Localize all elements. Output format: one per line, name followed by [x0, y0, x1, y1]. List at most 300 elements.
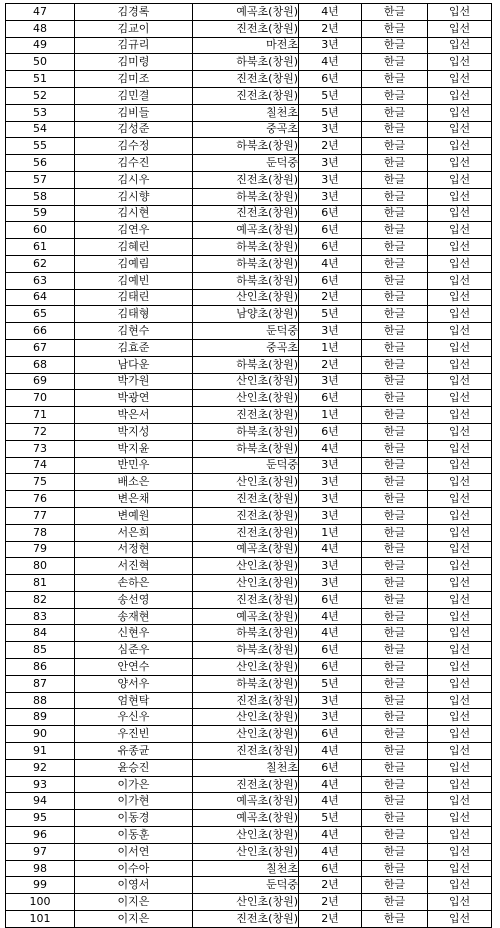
- subject-cell: 한글: [362, 205, 428, 222]
- table-row: [6, 759, 492, 776]
- subject-cell: 한글: [362, 642, 428, 659]
- grade-cell: 2년: [299, 356, 362, 373]
- school-cell: 진전초(창원): [193, 171, 299, 188]
- award-cell: 입선: [428, 121, 492, 138]
- grade-cell: 3년: [299, 507, 362, 524]
- grade-cell: 3년: [299, 474, 362, 491]
- grade-cell: 2년: [299, 894, 362, 911]
- row-number-cell: 94: [6, 793, 75, 810]
- award-cell: 입선: [428, 171, 492, 188]
- subject-cell: 한글: [362, 726, 428, 743]
- row-number-cell: 101: [6, 911, 75, 928]
- grade-cell: 3년: [299, 188, 362, 205]
- student-name-cell: 김비들: [75, 104, 193, 121]
- school-cell: 진전초(창원): [193, 743, 299, 760]
- grade-cell: 4년: [299, 4, 362, 21]
- row-number-cell: 55: [6, 138, 75, 155]
- grade-cell: 4년: [299, 54, 362, 71]
- table-row: [6, 524, 492, 541]
- school-cell: 산인초(창원): [193, 659, 299, 676]
- row-number-cell: 78: [6, 524, 75, 541]
- table-row: [6, 339, 492, 356]
- award-cell: 입선: [428, 339, 492, 356]
- subject-cell: 한글: [362, 894, 428, 911]
- student-name-cell: 박은서: [75, 407, 193, 424]
- award-cell: 입선: [428, 491, 492, 508]
- subject-cell: 한글: [362, 793, 428, 810]
- row-number-cell: 52: [6, 87, 75, 104]
- school-cell: 산인초(창원): [193, 558, 299, 575]
- subject-cell: 한글: [362, 188, 428, 205]
- student-name-cell: 서은희: [75, 524, 193, 541]
- table-row: [6, 239, 492, 256]
- award-cell: 입선: [428, 4, 492, 21]
- row-number-cell: 74: [6, 457, 75, 474]
- student-name-cell: 우진빈: [75, 726, 193, 743]
- table-row: [6, 20, 492, 37]
- grade-cell: 3년: [299, 491, 362, 508]
- school-cell: 진전초(창원): [193, 491, 299, 508]
- award-cell: 입선: [428, 423, 492, 440]
- grade-cell: 4년: [299, 440, 362, 457]
- row-number-cell: 56: [6, 155, 75, 172]
- student-name-cell: 김시우: [75, 171, 193, 188]
- school-cell: 예곡초(창원): [193, 810, 299, 827]
- grade-cell: 1년: [299, 407, 362, 424]
- table-row: [6, 793, 492, 810]
- row-number-cell: 53: [6, 104, 75, 121]
- school-cell: 진전초(창원): [193, 71, 299, 88]
- row-number-cell: 82: [6, 591, 75, 608]
- table-row: [6, 306, 492, 323]
- school-cell: 산인초(창원): [193, 575, 299, 592]
- student-name-cell: 심준우: [75, 642, 193, 659]
- subject-cell: 한글: [362, 507, 428, 524]
- award-cell: 입선: [428, 726, 492, 743]
- grade-cell: 4년: [299, 827, 362, 844]
- table-row: [6, 71, 492, 88]
- row-number-cell: 90: [6, 726, 75, 743]
- grade-cell: 3년: [299, 37, 362, 54]
- grade-cell: 6년: [299, 71, 362, 88]
- school-cell: 하북초(창원): [193, 188, 299, 205]
- award-cell: 입선: [428, 608, 492, 625]
- grade-cell: 3년: [299, 323, 362, 340]
- table-row: [6, 423, 492, 440]
- school-cell: 예곡초(창원): [193, 608, 299, 625]
- table-row: [6, 877, 492, 894]
- grade-cell: 4년: [299, 625, 362, 642]
- award-cell: 입선: [428, 71, 492, 88]
- student-name-cell: 이서연: [75, 843, 193, 860]
- student-name-cell: 손하은: [75, 575, 193, 592]
- subject-cell: 한글: [362, 743, 428, 760]
- subject-cell: 한글: [362, 87, 428, 104]
- school-cell: 진전초(창원): [193, 911, 299, 928]
- subject-cell: 한글: [362, 373, 428, 390]
- school-cell: 진전초(창원): [193, 20, 299, 37]
- row-number-cell: 84: [6, 625, 75, 642]
- student-name-cell: 김예빈: [75, 272, 193, 289]
- subject-cell: 한글: [362, 37, 428, 54]
- award-cell: 입선: [428, 306, 492, 323]
- table-row: [6, 4, 492, 21]
- subject-cell: 한글: [362, 659, 428, 676]
- subject-cell: 한글: [362, 591, 428, 608]
- table-row: [6, 222, 492, 239]
- subject-cell: 한글: [362, 827, 428, 844]
- table-row: [6, 827, 492, 844]
- table-row: [6, 776, 492, 793]
- student-name-cell: 김수정: [75, 138, 193, 155]
- school-cell: 하북초(창원): [193, 54, 299, 71]
- table-row: [6, 457, 492, 474]
- grade-cell: 3년: [299, 457, 362, 474]
- table-row: [6, 155, 492, 172]
- award-cell: 입선: [428, 373, 492, 390]
- subject-cell: 한글: [362, 339, 428, 356]
- table-row: [6, 87, 492, 104]
- results-table: [5, 3, 492, 928]
- grade-cell: 6년: [299, 239, 362, 256]
- school-cell: 하북초(창원): [193, 440, 299, 457]
- award-cell: 입선: [428, 155, 492, 172]
- subject-cell: 한글: [362, 457, 428, 474]
- school-cell: 진전초(창원): [193, 87, 299, 104]
- grade-cell: 2년: [299, 877, 362, 894]
- grade-cell: 1년: [299, 339, 362, 356]
- table-row: [6, 37, 492, 54]
- grade-cell: 1년: [299, 524, 362, 541]
- table-row: [6, 692, 492, 709]
- grade-cell: 4년: [299, 743, 362, 760]
- student-name-cell: 이동훈: [75, 827, 193, 844]
- school-cell: 진전초(창원): [193, 524, 299, 541]
- table-row: [6, 541, 492, 558]
- student-name-cell: 안연수: [75, 659, 193, 676]
- award-cell: 입선: [428, 827, 492, 844]
- subject-cell: 한글: [362, 608, 428, 625]
- row-number-cell: 89: [6, 709, 75, 726]
- row-number-cell: 63: [6, 272, 75, 289]
- student-name-cell: 김미조: [75, 71, 193, 88]
- school-cell: 진전초(창원): [193, 507, 299, 524]
- row-number-cell: 75: [6, 474, 75, 491]
- row-number-cell: 59: [6, 205, 75, 222]
- subject-cell: 한글: [362, 474, 428, 491]
- school-cell: 산인초(창원): [193, 474, 299, 491]
- subject-cell: 한글: [362, 407, 428, 424]
- row-number-cell: 72: [6, 423, 75, 440]
- award-cell: 입선: [428, 860, 492, 877]
- subject-cell: 한글: [362, 877, 428, 894]
- table-row: [6, 474, 492, 491]
- grade-cell: 2년: [299, 289, 362, 306]
- row-number-cell: 51: [6, 71, 75, 88]
- subject-cell: 한글: [362, 709, 428, 726]
- table-row: [6, 507, 492, 524]
- student-name-cell: 김현수: [75, 323, 193, 340]
- student-name-cell: 김효준: [75, 339, 193, 356]
- grade-cell: 4년: [299, 793, 362, 810]
- subject-cell: 한글: [362, 323, 428, 340]
- student-name-cell: 김미령: [75, 54, 193, 71]
- school-cell: 진전초(창원): [193, 407, 299, 424]
- student-name-cell: 박가원: [75, 373, 193, 390]
- grade-cell: 5년: [299, 675, 362, 692]
- student-name-cell: 김교이: [75, 20, 193, 37]
- table-row: [6, 642, 492, 659]
- table-row: [6, 104, 492, 121]
- school-cell: 하북초(창원): [193, 423, 299, 440]
- grade-cell: 4년: [299, 541, 362, 558]
- row-number-cell: 73: [6, 440, 75, 457]
- award-cell: 입선: [428, 810, 492, 827]
- row-number-cell: 76: [6, 491, 75, 508]
- grade-cell: 3년: [299, 692, 362, 709]
- school-cell: 산인초(창원): [193, 843, 299, 860]
- award-cell: 입선: [428, 793, 492, 810]
- grade-cell: 4년: [299, 843, 362, 860]
- row-number-cell: 60: [6, 222, 75, 239]
- student-name-cell: 송재현: [75, 608, 193, 625]
- award-cell: 입선: [428, 743, 492, 760]
- student-name-cell: 이가현: [75, 793, 193, 810]
- grade-cell: 6년: [299, 659, 362, 676]
- school-cell: 하북초(창원): [193, 356, 299, 373]
- grade-cell: 3년: [299, 373, 362, 390]
- student-name-cell: 송선영: [75, 591, 193, 608]
- row-number-cell: 57: [6, 171, 75, 188]
- table-row: [6, 373, 492, 390]
- row-number-cell: 100: [6, 894, 75, 911]
- grade-cell: 4년: [299, 255, 362, 272]
- subject-cell: 한글: [362, 759, 428, 776]
- award-cell: 입선: [428, 272, 492, 289]
- subject-cell: 한글: [362, 239, 428, 256]
- row-number-cell: 65: [6, 306, 75, 323]
- grade-cell: 6년: [299, 759, 362, 776]
- subject-cell: 한글: [362, 491, 428, 508]
- student-name-cell: 우신우: [75, 709, 193, 726]
- award-cell: 입선: [428, 104, 492, 121]
- subject-cell: 한글: [362, 121, 428, 138]
- award-cell: 입선: [428, 911, 492, 928]
- grade-cell: 3년: [299, 155, 362, 172]
- school-cell: 칠천초: [193, 759, 299, 776]
- award-cell: 입선: [428, 524, 492, 541]
- grade-cell: 3년: [299, 171, 362, 188]
- subject-cell: 한글: [362, 524, 428, 541]
- school-cell: 둔덕중: [193, 155, 299, 172]
- award-cell: 입선: [428, 591, 492, 608]
- student-name-cell: 이지은: [75, 911, 193, 928]
- award-cell: 입선: [428, 323, 492, 340]
- subject-cell: 한글: [362, 675, 428, 692]
- subject-cell: 한글: [362, 272, 428, 289]
- row-number-cell: 69: [6, 373, 75, 390]
- subject-cell: 한글: [362, 692, 428, 709]
- row-number-cell: 86: [6, 659, 75, 676]
- row-number-cell: 83: [6, 608, 75, 625]
- grade-cell: 6년: [299, 860, 362, 877]
- row-number-cell: 80: [6, 558, 75, 575]
- row-number-cell: 91: [6, 743, 75, 760]
- student-name-cell: 이지은: [75, 894, 193, 911]
- student-name-cell: 반민우: [75, 457, 193, 474]
- award-cell: 입선: [428, 390, 492, 407]
- subject-cell: 한글: [362, 4, 428, 21]
- grade-cell: 2년: [299, 138, 362, 155]
- table-row: [6, 440, 492, 457]
- table-row: [6, 121, 492, 138]
- student-name-cell: 김민결: [75, 87, 193, 104]
- row-number-cell: 58: [6, 188, 75, 205]
- grade-cell: 2년: [299, 911, 362, 928]
- award-cell: 입선: [428, 675, 492, 692]
- school-cell: 둔덕중: [193, 457, 299, 474]
- row-number-cell: 95: [6, 810, 75, 827]
- row-number-cell: 93: [6, 776, 75, 793]
- grade-cell: 3년: [299, 575, 362, 592]
- table-row: [6, 810, 492, 827]
- table-row: [6, 272, 492, 289]
- table-row: [6, 356, 492, 373]
- table-row: [6, 709, 492, 726]
- table-row: [6, 491, 492, 508]
- student-name-cell: 김예림: [75, 255, 193, 272]
- school-cell: 하북초(창원): [193, 675, 299, 692]
- row-number-cell: 48: [6, 20, 75, 37]
- school-cell: 산인초(창원): [193, 289, 299, 306]
- school-cell: 마전초: [193, 37, 299, 54]
- student-name-cell: 엄현탁: [75, 692, 193, 709]
- award-cell: 입선: [428, 759, 492, 776]
- student-name-cell: 김시현: [75, 205, 193, 222]
- school-cell: 산인초(창원): [193, 726, 299, 743]
- subject-cell: 한글: [362, 843, 428, 860]
- grade-cell: 5년: [299, 306, 362, 323]
- school-cell: 예곡초(창원): [193, 793, 299, 810]
- table-row: [6, 726, 492, 743]
- subject-cell: 한글: [362, 440, 428, 457]
- table-row: [6, 255, 492, 272]
- student-name-cell: 김혜린: [75, 239, 193, 256]
- student-name-cell: 박지성: [75, 423, 193, 440]
- school-cell: 진전초(창원): [193, 692, 299, 709]
- student-name-cell: 서진혁: [75, 558, 193, 575]
- table-row: [6, 171, 492, 188]
- table-row: [6, 54, 492, 71]
- row-number-cell: 61: [6, 239, 75, 256]
- table-row: [6, 659, 492, 676]
- subject-cell: 한글: [362, 558, 428, 575]
- student-name-cell: 배소은: [75, 474, 193, 491]
- subject-cell: 한글: [362, 255, 428, 272]
- grade-cell: 6년: [299, 390, 362, 407]
- school-cell: 하북초(창원): [193, 255, 299, 272]
- row-number-cell: 62: [6, 255, 75, 272]
- subject-cell: 한글: [362, 289, 428, 306]
- subject-cell: 한글: [362, 20, 428, 37]
- student-name-cell: 김연우: [75, 222, 193, 239]
- row-number-cell: 92: [6, 759, 75, 776]
- row-number-cell: 87: [6, 675, 75, 692]
- table-row: [6, 843, 492, 860]
- table-row: [6, 188, 492, 205]
- student-name-cell: 양서우: [75, 675, 193, 692]
- award-cell: 입선: [428, 642, 492, 659]
- subject-cell: 한글: [362, 171, 428, 188]
- school-cell: 진전초(창원): [193, 591, 299, 608]
- row-number-cell: 68: [6, 356, 75, 373]
- award-cell: 입선: [428, 20, 492, 37]
- student-name-cell: 김수진: [75, 155, 193, 172]
- student-name-cell: 신현우: [75, 625, 193, 642]
- school-cell: 예곡초(창원): [193, 222, 299, 239]
- school-cell: 중곡초: [193, 121, 299, 138]
- student-name-cell: 김규리: [75, 37, 193, 54]
- award-cell: 입선: [428, 659, 492, 676]
- grade-cell: 5년: [299, 87, 362, 104]
- award-cell: 입선: [428, 289, 492, 306]
- row-number-cell: 81: [6, 575, 75, 592]
- award-cell: 입선: [428, 776, 492, 793]
- student-name-cell: 유종균: [75, 743, 193, 760]
- award-cell: 입선: [428, 407, 492, 424]
- student-name-cell: 윤승진: [75, 759, 193, 776]
- student-name-cell: 김태형: [75, 306, 193, 323]
- school-cell: 둔덕중: [193, 323, 299, 340]
- award-cell: 입선: [428, 54, 492, 71]
- award-cell: 입선: [428, 474, 492, 491]
- table-row: [6, 675, 492, 692]
- table-row: [6, 860, 492, 877]
- table-row: [6, 625, 492, 642]
- subject-cell: 한글: [362, 625, 428, 642]
- row-number-cell: 98: [6, 860, 75, 877]
- row-number-cell: 77: [6, 507, 75, 524]
- school-cell: 산인초(창원): [193, 827, 299, 844]
- school-cell: 하북초(창원): [193, 138, 299, 155]
- row-number-cell: 67: [6, 339, 75, 356]
- subject-cell: 한글: [362, 306, 428, 323]
- student-name-cell: 이가은: [75, 776, 193, 793]
- grade-cell: 5년: [299, 104, 362, 121]
- subject-cell: 한글: [362, 776, 428, 793]
- row-number-cell: 64: [6, 289, 75, 306]
- student-name-cell: 서정현: [75, 541, 193, 558]
- subject-cell: 한글: [362, 71, 428, 88]
- award-cell: 입선: [428, 138, 492, 155]
- student-name-cell: 변은채: [75, 491, 193, 508]
- award-cell: 입선: [428, 457, 492, 474]
- grade-cell: 3년: [299, 558, 362, 575]
- award-cell: 입선: [428, 843, 492, 860]
- subject-cell: 한글: [362, 356, 428, 373]
- award-cell: 입선: [428, 541, 492, 558]
- grade-cell: 6년: [299, 423, 362, 440]
- grade-cell: 6년: [299, 726, 362, 743]
- grade-cell: 6년: [299, 222, 362, 239]
- table-row: [6, 407, 492, 424]
- grade-cell: 4년: [299, 608, 362, 625]
- school-cell: 산인초(창원): [193, 373, 299, 390]
- grade-cell: 6년: [299, 272, 362, 289]
- subject-cell: 한글: [362, 911, 428, 928]
- school-cell: 하북초(창원): [193, 272, 299, 289]
- student-name-cell: 박지윤: [75, 440, 193, 457]
